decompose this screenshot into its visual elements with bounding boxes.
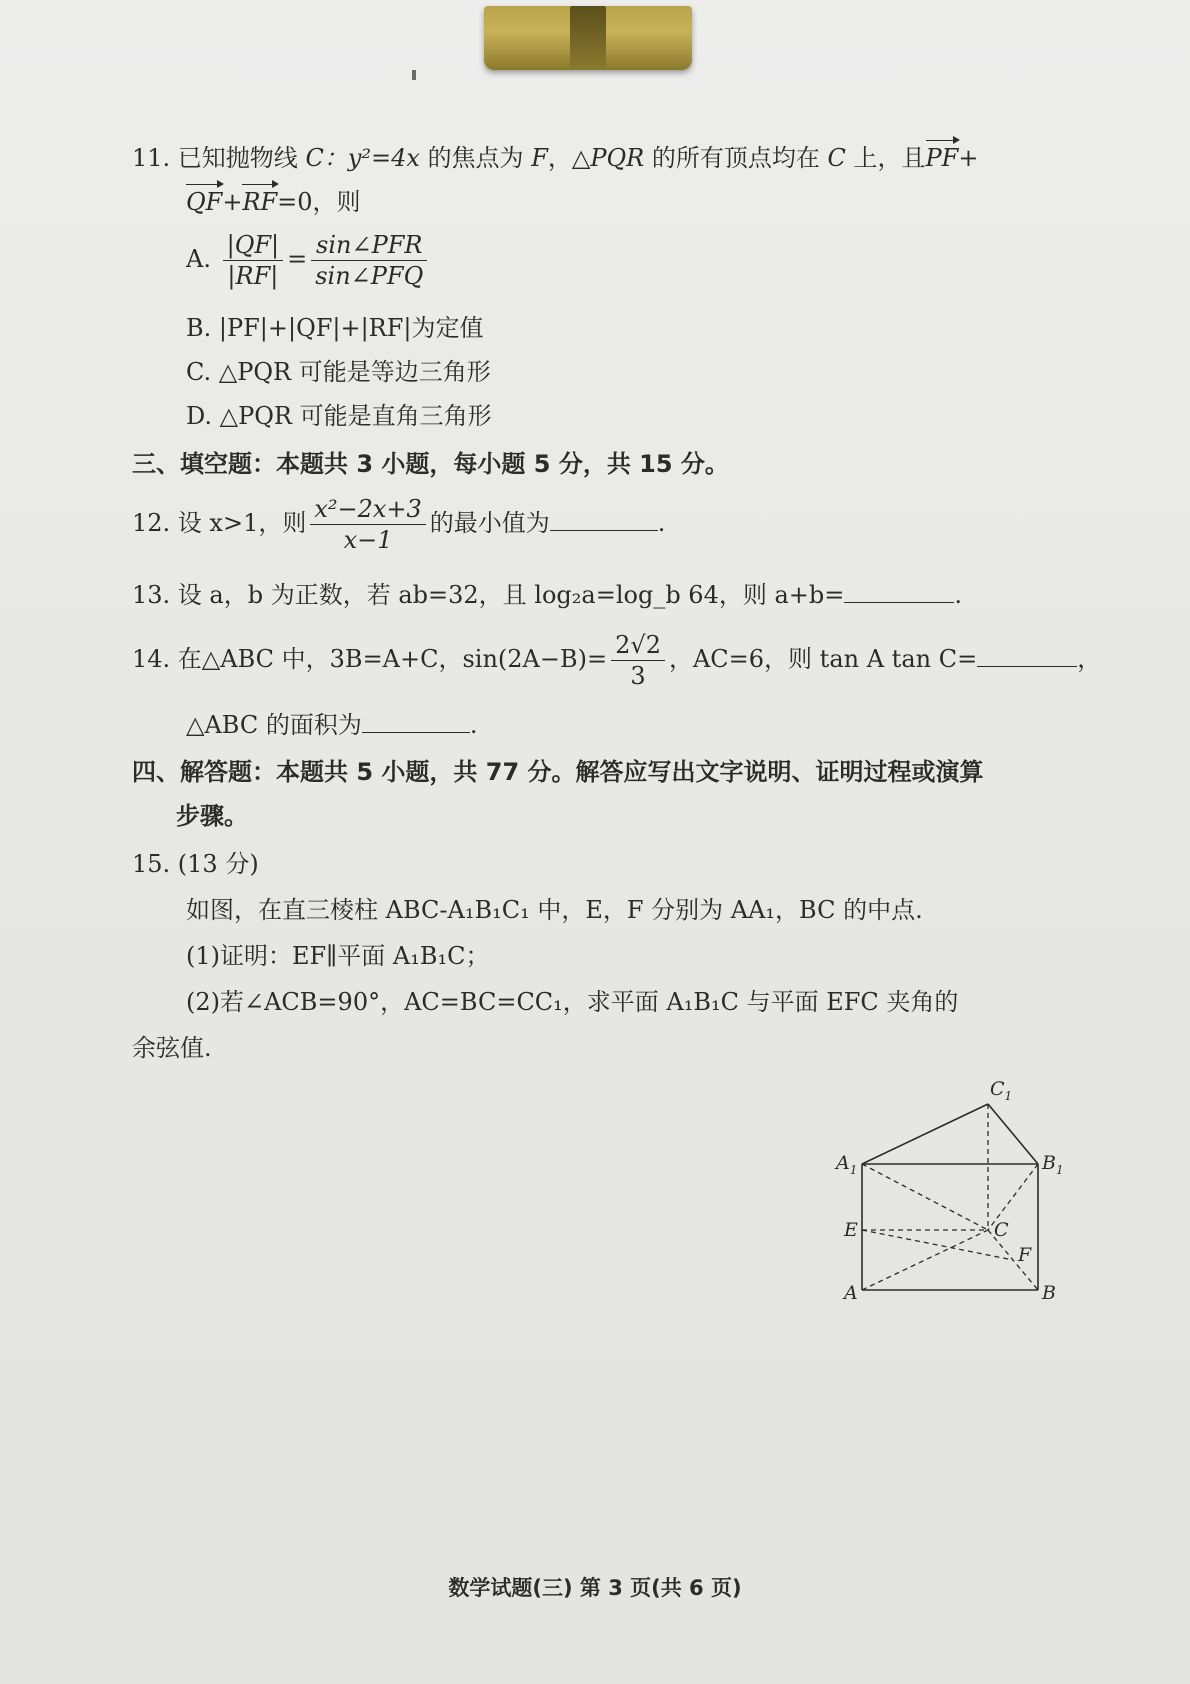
option-A-label: A. (186, 245, 211, 273)
prism-figure (830, 1075, 1080, 1315)
q13-end: . (954, 581, 963, 609)
fraction-numerator: x²−2x+3 (310, 494, 425, 525)
q13-answer-blank[interactable] (844, 578, 954, 603)
q11-text-e: 上，且 (853, 144, 926, 172)
q11-option-C: C. △PQR 可能是等边三角形 (186, 358, 491, 386)
vector-PF: PF (925, 144, 959, 172)
q14 (132, 630, 1101, 691)
q15-line3: (2)若∠ACB=90°，AC=BC=CC₁，求平面 A₁B₁C 与平面 EFC 夹角的 (186, 988, 959, 1016)
label-A: A (844, 1282, 858, 1304)
page-footer: 数学试题(三) 第 3 页(共 6 页) (448, 1576, 742, 1600)
option-A-left-fraction (223, 230, 284, 291)
q11-option-D: D. △PQR 可能是直角三角形 (186, 402, 492, 430)
plus-sign: + (958, 144, 979, 172)
equals-sign: = (287, 245, 308, 273)
q11-text-c: ，△ (547, 144, 591, 172)
q12-prefix: 12. 设 x>1，则 (132, 509, 307, 537)
q14-prefix: 14. 在△ABC 中，3B=A+C，sin(2A−B)= (132, 645, 608, 673)
segment-A1C (862, 1164, 988, 1230)
q15-line4: 余弦值. (132, 1034, 212, 1062)
q11-parabola-eq: C：y²=4x (305, 144, 420, 172)
q14-line2-end: . (469, 711, 478, 739)
fraction-numerator: sin∠PFR (311, 230, 427, 261)
q11-text-a: 已知抛物线 (177, 144, 298, 172)
q11-stem-tail: =0，则 (277, 188, 361, 216)
q14-answer-blank-2[interactable] (362, 708, 470, 733)
q11-stem-line2 (186, 186, 361, 218)
q11-number: 11. (132, 144, 171, 172)
q11-option-A (186, 230, 431, 291)
label-C: C (994, 1219, 1009, 1241)
clip-shadow (412, 70, 416, 80)
q14-area-text: △ABC 的面积为 (186, 711, 362, 739)
q12-answer-blank[interactable] (550, 506, 658, 531)
q14-suffix: ，AC=6，则 tan A tan C= (668, 645, 978, 673)
plus-sign: + (222, 188, 243, 216)
vector-RF: RF (242, 188, 278, 216)
q12-fraction (310, 494, 425, 555)
label-B: B (1042, 1282, 1056, 1304)
q12 (132, 494, 665, 555)
fraction-denominator: sin∠PFQ (315, 262, 424, 290)
section-4-heading-line2: 步骤。 (176, 802, 248, 830)
q14-answer-blank-1[interactable] (977, 642, 1077, 667)
q13-text: 13. 设 a，b 为正数，若 ab=32，且 log₂a=log_b 64，则 a+b= (132, 581, 845, 609)
vector-QF: QF (186, 188, 223, 216)
fraction-denominator: x−1 (343, 526, 393, 554)
q15-line1: 如图，在直三棱柱 ABC-A₁B₁C₁ 中，E，F 分别为 AA₁，BC 的中点. (186, 896, 923, 924)
q11-triangle-name: PQR (590, 144, 645, 172)
binder-clip (484, 6, 692, 70)
q12-suffix: 的最小值为 (429, 509, 550, 537)
label-F: F (1018, 1244, 1032, 1266)
label-A1: $A_1$ (836, 1152, 858, 1177)
q11-curve-C: C (827, 144, 846, 172)
label-C1: $C_1$ (990, 1078, 1013, 1103)
fraction-numerator: |QF| (223, 230, 284, 261)
option-A-right-fraction (311, 230, 427, 291)
q15-head: 15. (13 分) (132, 850, 259, 878)
section-3-heading: 三、填空题：本题共 3 小题，每小题 5 分，共 15 分。 (132, 450, 729, 478)
section-4-heading-line1: 四、解答题：本题共 5 小题，共 77 分。解答应写出文字说明、证明过程或演算 (132, 758, 984, 786)
binder-clip-notch (570, 6, 606, 70)
fraction-denominator: 3 (630, 662, 646, 690)
fraction-numerator: 2√2 (611, 630, 665, 661)
q15-line2: (1)证明：EF∥平面 A₁B₁C； (186, 942, 490, 970)
segment-EF (862, 1230, 1013, 1260)
q13 (132, 578, 962, 611)
q11-option-B: B. |PF|+|QF|+|RF|为定值 (186, 314, 484, 342)
fraction-denominator: |RF| (227, 262, 279, 290)
q14-line2 (186, 708, 478, 741)
edge-C1B1 (988, 1104, 1038, 1164)
q14-end: ， (1077, 645, 1102, 673)
edge-A1C1 (862, 1104, 988, 1164)
q14-fraction (611, 630, 665, 691)
label-B1: $B_1$ (1042, 1152, 1064, 1177)
q11-stem-line1 (132, 142, 978, 174)
q11-focus-F: F (531, 144, 548, 172)
label-E: E (844, 1219, 858, 1241)
q11-text-d: 的所有顶点均在 (651, 144, 820, 172)
q11-text-b: 的焦点为 (427, 144, 524, 172)
q12-end: . (657, 509, 666, 537)
edge-AC (862, 1230, 988, 1290)
